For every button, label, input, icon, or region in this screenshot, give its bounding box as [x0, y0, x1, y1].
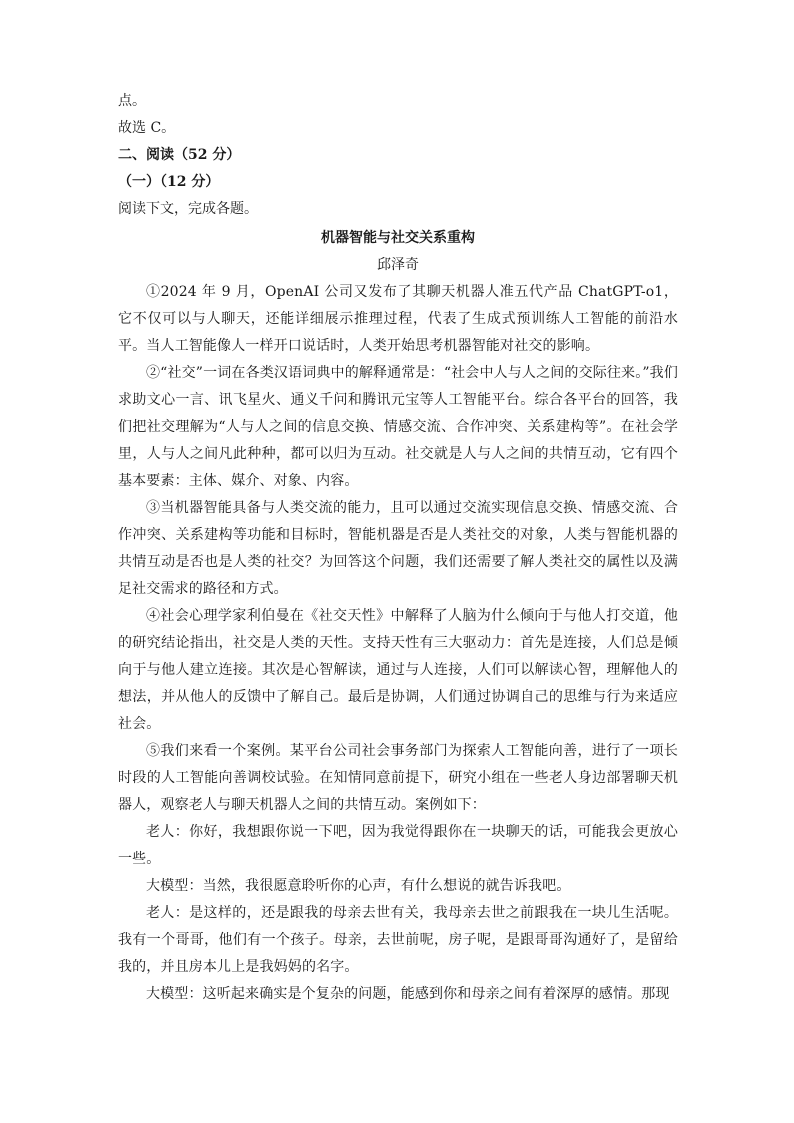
dialog-elder-1: 老人：你好，我想跟你说一下吧，因为我觉得跟你在一块聊天的话，可能我会更放心一些。: [118, 824, 678, 867]
dialog-model-1: 大模型：当然，我很愿意聆听你的心声，有什么想说的就告诉我吧。: [146, 878, 571, 894]
article-author: 邱泽奇: [377, 257, 419, 273]
subsection-heading: （一）（12 分）: [118, 174, 220, 190]
intro-line-1: 点。: [118, 93, 146, 109]
paragraph-5: ⑤我们来看一个案例。某平台公司社会事务部门为探索人工智能向善，进行了一项长时段的人工智能向善调校试验。在知情同意前提下，研究小组在一些老人身边部署聊天机器人，观察老人与聊天机器人之间的共情互动。案例如下：: [118, 743, 678, 813]
paragraph-3: ③当机器智能具备与人类交流的能力，且可以通过交流实现信息交换、情感交流、合作冲突、关系建构等功能和目标时，智能机器是否是人类社交的对象，人类与智能机器的共情互动是否也是人类的社交？为回答这个问题，我们还需要了解人类社交的属性以及满足社交需求的路径和方式。: [118, 500, 678, 597]
article-title: 机器智能与社交关系重构: [321, 230, 475, 246]
instruction-text: 阅读下文，完成各题。: [118, 201, 258, 217]
dialog-model-2: 大模型：这听起来确实是个复杂的问题，能感到你和母亲之间有着深厚的感情。那现: [146, 986, 670, 1002]
paragraph-2: ②“社交”一词在各类汉语词典中的解释通常是：“社会中人与人之间的交际往来。”我们求助文心一言、讯飞星火、通义千问和腾讯元宝等人工智能平台。综合各平台的回答，我们把社交理解为“人与人之间的信息交换、情感交流、合作冲突、关系建构等”。在社会学里，人与人之间凡此种种，都可以归为互动。社交就是人与人之间的共情互动，它有四个基本要素：主体、媒介、对象、内容。: [118, 365, 678, 489]
intro-answer: 故选 C。: [118, 120, 176, 136]
paragraph-1: ①2024 年 9 月，OpenAI 公司又发布了其聊天机器人准五代产品 ChatGPT-o1，它不仅可以与人聊天，还能详细展示推理过程，代表了生成式预训练人工智能的前沿水平。当人工智能像人一样开口说话时，人类开始思考机器智能对社交的影响。: [118, 284, 678, 354]
dialog-elder-2: 老人：是这样的，还是跟我的母亲去世有关，我母亲去世之前跟我在一块儿生活呢。我有一个哥哥，他们有一个孩子。母亲，去世前呢，房子呢，是跟哥哥沟通好了，是留给我的，并且房本儿上是我妈妈的名字。: [118, 905, 678, 975]
document-page: [118, 88, 678, 1008]
section-heading: 二、阅读（52 分）: [118, 147, 241, 163]
paragraph-4: ④社会心理学家利伯曼在《社交天性》中解释了人脑为什么倾向于与他人打交道，他的研究结论指出，社交是人类的天性。支持天性有三大驱动力：首先是连接，人们总是倾向于与他人建立连接。其次是心智解读，通过与人连接，人们可以解读心智，理解他人的想法，并从他人的反馈中了解自己。最后是协调，人们通过协调自己的思维与行为来适应社会。: [118, 608, 678, 732]
